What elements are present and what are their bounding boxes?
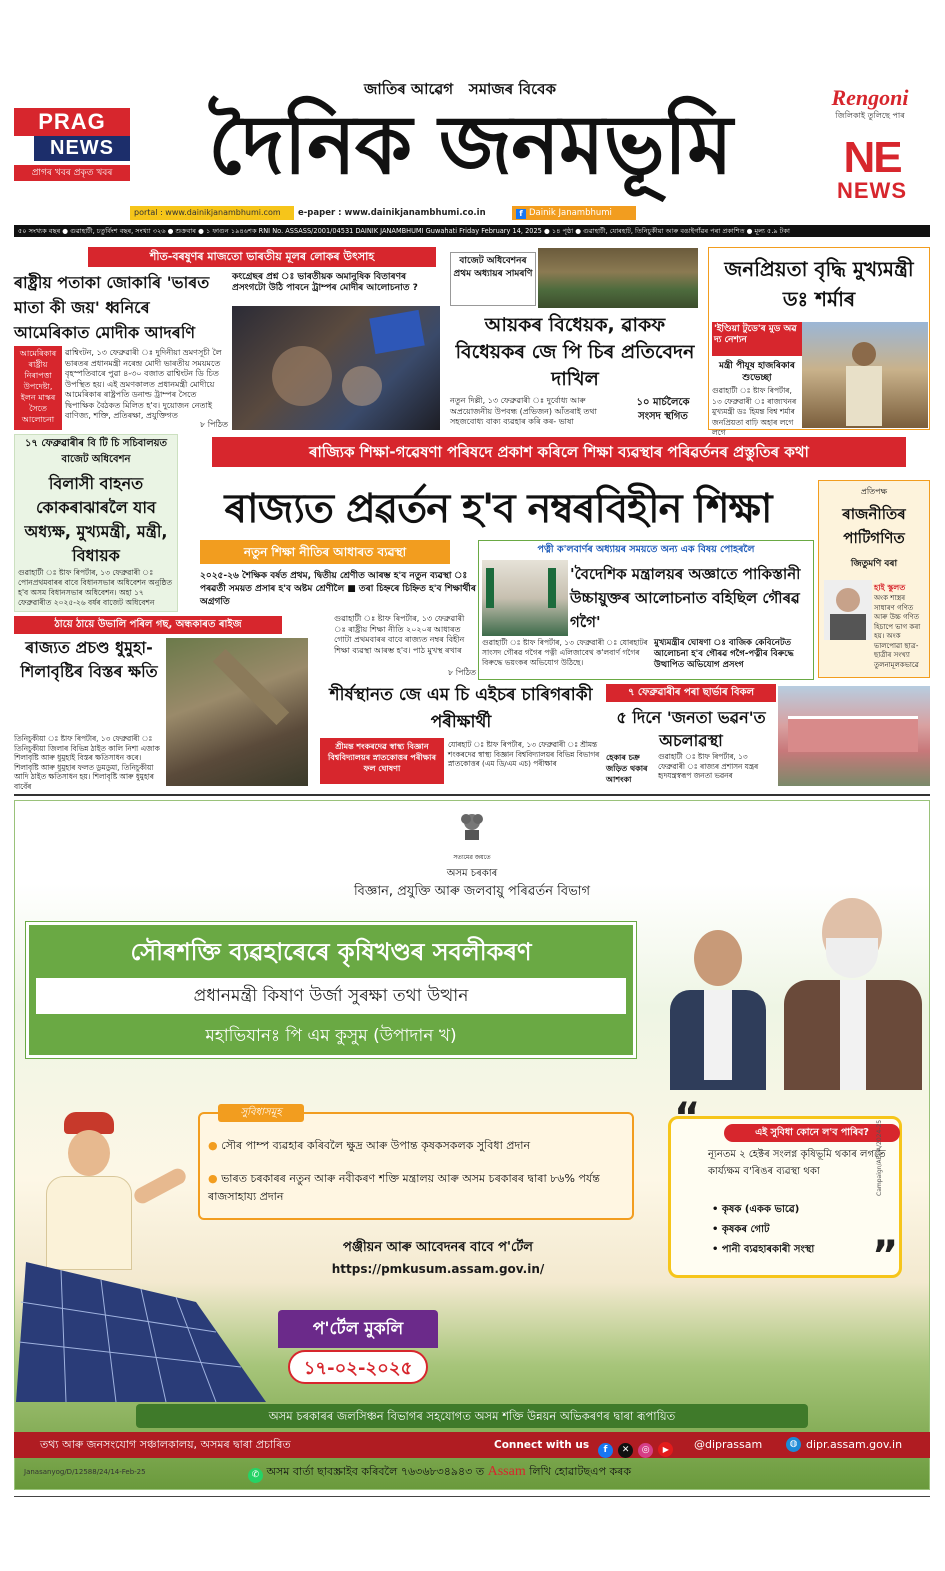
lead-body: গুৱাহাটী ঃ ষ্টাফ ৰিপৰ্টাৰ, ১৩ ফেব্ৰুৱাৰী ঃ ৰাষ্ট্ৰীয় শিক্ষা নীতি ২০২০ৰ আধাৰত গোটা প্ৰথমবাৰৰ বাবে ৰাজ্যত নম্বৰ বিহীন শিক্ষা ব্যৱস্থা আৰম্ভ হ'ব। পাঠ মুখস্থ ৰখাৰ xyxy=(334,614,465,655)
eligibility-list xyxy=(712,1200,892,1270)
rengoni-tagline: জিলিকাই তুলিছে পাৰ xyxy=(835,111,905,120)
rengoni-logo-text: Rengoni xyxy=(831,85,909,110)
story1-kicker: শীত-বৰষুণৰ মাজতো ভাৰতীয় মূলৰ লোকৰ উৎসাহ xyxy=(88,247,436,267)
news-ad-divider xyxy=(14,794,930,796)
story6-author-photo xyxy=(824,580,872,640)
lead-kicker: ৰাজ্যিক শিক্ষা-গৱেষণা পৰিষদে প্ৰকাশ কৰিলে শিক্ষা ব্যৱস্থাৰ পৰিৱৰ্তনৰ প্ৰস্তুতিৰ কথা xyxy=(212,437,906,467)
campaign-code: Campaign/AEDA/2024-25 xyxy=(876,1119,883,1196)
portal-open-label: প'ৰ্টেল মুকলি xyxy=(278,1310,438,1348)
epaper-link[interactable]: e-paper : www.dainikjanambhumi.co.in xyxy=(298,208,486,218)
prag-news-logo xyxy=(14,108,130,184)
story2-parliament-photo xyxy=(538,248,698,308)
facebook-link[interactable] xyxy=(512,206,636,220)
story2-body: নতুন দিল্লী, ১৩ ফেব্ৰুৱাৰী ঃ দুৰ্বোধ্য আৰু অপ্ৰয়োজনীয় উপবন্ধ (প্ৰভিজন) আঁতৰাই তথা সহজবোধ্য বাক্য ব্যৱহাৰ কৰি কৰ- ভাষা xyxy=(450,396,597,426)
instagram-icon[interactable]: ◎ xyxy=(638,1443,653,1458)
story3-headline[interactable]: জনপ্ৰিয়তা বৃদ্ধি মুখ্যমন্ত্ৰী ডঃ শৰ্মাৰ xyxy=(724,257,914,311)
globe-icon: ◍ xyxy=(786,1437,801,1452)
story1-sidebar: আমেৰিকাৰ ৰাষ্ট্ৰীয় নিৰাপত্তা উপদেষ্টা, ইলন মাস্কৰ সৈতে আলোচনা xyxy=(14,346,62,430)
lead-continued[interactable]: ৮ পিঠিত xyxy=(447,668,476,677)
story3-photo xyxy=(802,322,928,428)
dateline-bar: ৫০ সংখ্যক বছৰ ● গুৱাহাটী, চতুৰ্বিংশ বছৰ, সংখ্যা ৩২৬ ● শুক্ৰবাৰ ● ১ ফাগুন ১৯৪৬শক RNI No. ASSASS/2001/04531 DAINIK JANAMBHUMI Guwahati Friday February 14, 2025 ● ১৪ পৃষ্ঠা ● গুৱাহাটী, যোৰহাট, তিনিচুকীয়া আৰু বঙাইগাঁৱৰ পৰা প্ৰকাশিত ● মূল্য ৫.৯ টকা xyxy=(14,225,930,237)
story2-label: বাজেট অধিবেশনৰ প্ৰথম অধ্যায়ৰ সামৰণি xyxy=(450,252,536,306)
page-bottom-rule xyxy=(14,1496,930,1497)
eligibility-item: • পানী ব্যৱহাৰকাৰী সংস্থা xyxy=(712,1244,815,1255)
whatsapp-pre: অসম বাৰ্তা ছাবস্ক্ৰাইব কৰিবলৈ ৭৬৩৬৮৩৪৯৪৩ ত xyxy=(266,1465,485,1478)
benefit-text-2: ভাৰত চৰকাৰৰ নতুন আৰু নবীকৰণ শক্তি মন্ত্ৰালয় আৰু অসম চৰকাৰৰ দ্বাৰা ৮৬% পৰ্যন্ত ৰাজসাহায্য প্ৰদান xyxy=(208,1172,600,1203)
youtube-icon[interactable]: ▶ xyxy=(658,1442,673,1457)
implementation-banner: অসম চৰকাৰৰ জলসিঞ্চন বিভাগৰ সহযোগত অসম শক্তি উন্নয়ন অভিকৰণৰ দ্বাৰা ৰূপায়িত xyxy=(136,1404,808,1428)
ne-logo-top: NE xyxy=(843,133,901,182)
eligibility-label: এই সুবিধা কোনে ল'ব পাৰিব? xyxy=(724,1124,900,1142)
whatsapp-line xyxy=(248,1463,768,1481)
lead-intro: ২০২৫-২৬ শৈক্ষিক বৰ্ষত প্ৰথম, দ্বিতীয় শ্ৰেণীত আৰম্ভ হ'ব নতুন ব্যৱস্থা ঃ পৰৱৰ্তী সময়ত প্ৰসাৰ হ'ব অষ্টম শ্ৰেণীলৈ ■ তৰা চিহ্নৰে চিহ্নিত হ'ব শিক্ষাৰ্থীৰ অগ্ৰগতি xyxy=(200,571,476,607)
story7-photo xyxy=(166,638,308,786)
facebook-icon[interactable]: f xyxy=(598,1443,613,1458)
story6-tag: হাই স্কুলত xyxy=(874,583,906,592)
ne-news-logo xyxy=(822,133,922,206)
whatsapp-icon: ✆ xyxy=(248,1468,263,1483)
solar-panel-illustration xyxy=(16,1262,266,1402)
whatsapp-post: লিখি হোৱাটছএপ কৰক xyxy=(529,1465,632,1478)
benefits-label: সুবিধাসমূহ xyxy=(218,1104,304,1122)
story6-body: অংক শাস্ত্ৰৰ সাধাৰণ গণিত আৰু উচ্চ গণিত হিচাপে ভাগ কৰা হয়। অংক ভালপোৱা ছাত্ৰ-ছাত্ৰীৰ সংখ্যা তুলনামূলকভাৱে xyxy=(874,594,921,669)
story9-headline[interactable]: ৫ দিনে 'জনতা ভৱন'ত অচলাৱস্থা xyxy=(616,708,766,750)
masthead-tagline: জাতিৰ আৱেগ সমাজৰ বিবেক xyxy=(364,80,556,98)
eligibility-item-text: পানী ব্যৱহাৰকাৰী সংস্থা xyxy=(721,1244,815,1255)
ad-headline: সৌৰশক্তি ব্যৱহাৰেৰে কৃষিখণ্ডৰ সবলীকৰণ xyxy=(130,938,532,966)
story1-continued[interactable]: ৮ পিঠিত xyxy=(199,420,228,429)
x-icon[interactable]: ✕ xyxy=(618,1443,633,1458)
national-emblem xyxy=(450,810,494,852)
story8-headline[interactable]: শীৰ্ষস্থানত জে এম চি এইচৰ চাৰিগৰাকী পৰীক্ষাৰ্থী xyxy=(329,685,593,732)
story5-photo xyxy=(482,560,568,636)
story3-body: গুৱাহাটী ঃ ষ্টাফ ৰিপৰ্টাৰ, ১৩ ফেব্ৰুৱাৰী ঃ ৰাজ্যখনৰ মুখ্যমন্ত্ৰী ডঃ হিমন্ত বিশ্ব শৰ্মাৰ জনপ্ৰিয়তা বাঢ়ি অহাৰ লগে লগে xyxy=(712,386,797,437)
bullet-icon: ● xyxy=(208,1139,222,1152)
story5-body: গুৱাহাটী ঃ ষ্টাফ ৰিপৰ্টাৰ, ১৩ ফেব্ৰুৱাৰী ঃ যোৰহাটৰ সাংসদ গৌৰৱ গগৈৰ পত্নী এলিজাবেথ ক'লবাৰ্ণ গগৈৰ বিৰুদ্ধে ভয়ংকৰ অভিযোগ উঠিছে। xyxy=(482,638,648,667)
prag-slogan: প্ৰাগৰ খবৰ প্ৰকৃত খবৰ xyxy=(14,165,130,181)
whatsapp-keyword: Assam xyxy=(487,1464,526,1479)
ne-logo-bottom: NEWS xyxy=(837,178,907,203)
story2-side: ১০ মাৰ্চলৈকে সংসদ স্থগিত xyxy=(636,397,690,422)
story5-headline[interactable]: 'বৈদেশিক মন্ত্ৰালয়ৰ অজ্ঞাতে পাকিস্তানী উচ্চায়ুক্তৰ আলোচনাত বহিছিল গৌৰৱ গগৈ' xyxy=(570,565,801,631)
story9-photo xyxy=(778,686,930,786)
story6-label: প্ৰতিপক্ষ xyxy=(860,487,888,496)
story8-body: যোৰহাট ঃ ষ্টাফ ৰিপৰ্টাৰ, ১৩ ফেব্ৰুৱাৰী ঃ শ্ৰীমন্ত শংকৰদেৱ স্বাস্থ্য বিজ্ঞান বিশ্ববিদ্যালয়ৰ বিভিন্ন বিভাগৰ স্নাতকোত্তৰ (এম ডি/এম এচ) পৰীক্ষাৰ xyxy=(448,740,600,769)
story1-photo xyxy=(232,306,440,430)
story5-kicker: পত্নী ক'লবাৰ্ণৰ অধ্যায়ৰ সময়তে অন্য এক বিষয় পোহৰলৈ xyxy=(537,544,755,555)
story9-kicker: ৭ ফেব্ৰুৱাৰীৰ পৰা ছাৰ্ভাৰ বিকল xyxy=(606,684,776,702)
masthead-title: দৈনিক জনমভূমি xyxy=(208,97,732,193)
benefit-text-1: সৌৰ পাম্প ব্যৱহাৰ কৰিবলৈ ক্ষুদ্ৰ আৰু উপান্ত কৃষকসকলক সুবিধা প্ৰদান xyxy=(221,1139,531,1152)
benefit-item-1 xyxy=(208,1138,628,1168)
portal-url[interactable]: https://pmkusum.assam.gov.in/ xyxy=(331,1262,545,1276)
story9-body: গুৱাহাটী ঃ ষ্টাফ ৰিপৰ্টাৰ, ১৩ ফেব্ৰুৱাৰী ঃ ৰাজ্যৰ প্ৰশাসন যন্ত্ৰৰ হৃদযন্ত্ৰস্বৰূপ জনতা ভৱনৰ xyxy=(658,752,759,781)
prag-logo-bottom: NEWS xyxy=(34,136,130,161)
story2-headline[interactable]: আয়কৰ বিধেয়ক, ৱাকফ বিধেয়কৰ জে পি চিৰ প্ৰতিবেদন দাখিল xyxy=(455,314,695,390)
story1-body: ৱাশ্বিংটন, ১৩ ফেব্ৰুৱাৰী ঃ দুদিনীয়া ভ্ৰমণসূচী লৈ ভাৰতৰ প্ৰধানমন্ত্ৰী নৰেন্দ্ৰ মোদী ভাৰতীয় সময়মতে বৃহস্পতিবাৰে পুৱা ৪-৩০ বজাত ৱাশ্বিংটন ডি চিত উপস্থিত হয়। এই ভ্ৰমণকালত প্ৰধানমন্ত্ৰী মোদীয়ে আমেৰিকাৰ ৰাষ্ট্ৰপতি ডনাল্ড ট্ৰাম্পৰ সৈতে দ্বিপাক্ষিক বৈঠকত মিলিত হ'ব। দুয়োজন নেতাই বাণিজ্য, শক্তি, প্ৰতিৰক্ষা, প্ৰযুক্তিগত xyxy=(65,348,222,420)
eligibility-item: • কৃষকৰ গোট xyxy=(712,1224,770,1235)
portal-open-date: ১৭-০২-২০২৫ xyxy=(288,1350,428,1384)
benefit-item-2 xyxy=(208,1170,628,1214)
story8-tag: শ্ৰীমন্ত শংকৰদেৱ স্বাস্থ্য বিজ্ঞান বিশ্ববিদ্যালয়ৰ স্নাতকোত্তৰ পৰীক্ষাৰ ফল ঘোষণা xyxy=(320,738,444,784)
story5-side: মুখ্যমন্ত্ৰীৰ ঘোষণা ঃ বাজিক কেবিনেটত আলোচনা হ'ব গৌৰৱ গগৈ-পত্নীৰ বিৰুদ্ধে উত্থাপিত অভিযোগ প্ৰসংগ xyxy=(654,638,794,670)
story4-big[interactable]: বিলাসী বাহনত কোকৰাঝাৰলৈ যাব অধ্যক্ষ, মুখ্যমন্ত্ৰী, মন্ত্ৰী, বিধায়ক xyxy=(24,474,168,565)
open-quote-icon: “ xyxy=(674,1095,701,1141)
story7-body: তিনিচুকীয়া ঃ ষ্টাফ ৰিপৰ্টাৰ, ১৩ ফেব্ৰুৱাৰী ঃ তিনিচুকীয়া জিলাৰ বিভিন্ন ঠাইত কালি নিশা এজাক শিলাবৃষ্টি আৰু ধুমুহাই বিস্তৰ ক্ষতিসাধন কৰে। শিলাবৃষ্টি আৰু ধুমুহাৰ ফলত ডুমডুমা, তিনিচুকীয়া আদি ঠাইত ক্ষতিসাধন হয়। শিলাবৃষ্টি আৰু ধুমুহাৰ বাবেঁৰ xyxy=(14,734,160,791)
eligibility-item-text: কৃষকৰ গোট xyxy=(721,1224,770,1235)
facebook-icon: f xyxy=(516,209,526,219)
story4-head[interactable]: ১৭ ফেব্ৰুৱাৰীৰ বি টি চি সচিবালয়ত বাজেট অধিবেশন xyxy=(24,438,168,465)
lead-headline[interactable]: ৰাজ্যত প্ৰৱৰ্তন হ'ব নম্বৰবিহীন শিক্ষা xyxy=(224,485,772,532)
social-icons xyxy=(598,1437,690,1453)
ad-dept: বিজ্ঞান, প্ৰযুক্তি আৰু জলবায়ু পৰিৱৰ্তন বিভাগ xyxy=(353,884,591,899)
story6-headline[interactable]: ৰাজনীতিৰ পাটিগণিত xyxy=(842,505,906,547)
story9-side: হেকাৰ চক্ৰ জড়িত থকাৰ আশংকা xyxy=(606,753,648,784)
lead-sub: নতুন শিক্ষা নীতিৰ আধাৰত ব্যৱস্থা xyxy=(200,540,450,564)
pm-portrait xyxy=(778,890,928,1090)
portal-label: পঞ্জীয়ন আৰু আবেদনৰ বাবে প'ৰ্টেল xyxy=(343,1240,533,1255)
facebook-handle: Dainik Janambhumi xyxy=(529,208,612,218)
eligibility-text: ন্যূনতম ২ হেক্টৰ সংলগ্ন কৃষিভূমি থকাৰ লগতে কাৰ্য্যক্ষম ব'ৰিঙৰ ব্যৱস্থা থকা xyxy=(708,1149,886,1177)
issued-by: তথ্য আৰু জনসংযোগ সঞ্চালকালয়, অসমৰ দ্বাৰা প্ৰচাৰিত xyxy=(40,1438,291,1451)
social-handle[interactable]: @diprassam xyxy=(694,1438,763,1451)
story1-photo-caption: কংগ্ৰেছৰ প্ৰশ্ন ঃ ভাৰতীয়ক অমানুষিক বিতাৰণৰ প্ৰসংগটো উঠি পাবনে ট্ৰাম্পৰ মোদীৰ আলোচনাত ? xyxy=(232,272,418,293)
portal-link[interactable]: portal : www.dainikjanambhumi.com xyxy=(130,206,294,220)
dipr-site[interactable]: dipr.assam.gov.in xyxy=(806,1438,903,1451)
connect-label: Connect with us xyxy=(494,1439,590,1451)
ad-reference: Janasanyog/D/12588/24/14-Feb-25 xyxy=(24,1468,146,1476)
close-quote-icon: ” xyxy=(872,1233,899,1279)
cm-portrait xyxy=(660,920,776,1090)
story6-author: জিতুমণি বৰা xyxy=(850,559,898,569)
eligibility-item-text: কৃষক (একক ভাৱে) xyxy=(721,1204,800,1215)
eligibility-item: • কৃষক (একক ভাৱে) xyxy=(712,1204,800,1215)
farmer-illustration xyxy=(16,1110,196,1270)
story3-sub: মন্ত্ৰী পীযূষ হাজৰিকাৰ শুভেচ্ছা xyxy=(719,361,795,383)
portal-open-banner xyxy=(278,1310,438,1386)
rengoni-logo xyxy=(810,86,930,126)
ad-scheme-line1: প্ৰধানমন্ত্ৰী কিষাণ উৰ্জা সুৰক্ষা তথা উত্থান xyxy=(36,978,626,1014)
story7-headline[interactable]: ৰাজ্যত প্ৰচণ্ড ধুমুহা-শিলাবৃষ্টিৰ বিস্তৰ ক্ষতি xyxy=(20,638,158,681)
emblem-motto: সত্যমেৱ জয়তে xyxy=(453,854,491,861)
prag-logo-top: PRAG xyxy=(14,108,130,136)
ad-gov: অসম চৰকাৰ xyxy=(446,868,498,879)
story7-kicker: ঠায়ে ঠায়ে উভালি পৰিল গছ, অন্ধকাৰত ৰাইজ xyxy=(14,616,282,634)
story3-tag: 'ইণ্ডিয়া টুডে'ৰ মুড অৱ দ্য নেশ্যন xyxy=(712,322,802,356)
ad-scheme-line2: মহাভিযানঃ পি এম কুসুম (উপাদান খ) xyxy=(205,1026,457,1046)
bullet-icon: ● xyxy=(208,1172,222,1185)
story1-headline[interactable]: ৰাষ্ট্ৰীয় পতাকা জোকাৰি 'ভাৰত মাতা কী জয়' ধ্বনিৰে আমেৰিকাত মোদীক আদৰণি xyxy=(14,273,210,342)
story4-body: গুৱাহাটী ঃ ষ্টাফ ৰিপৰ্টাৰ, ১৩ ফেব্ৰুৱাৰী ঃ পোনপ্ৰথমবাৰৰ বাবে বিধানসভাৰ অধিবেশন অনুষ্ঠিত হ'ব অসম বিধানসভাৰ অধিবেশন। অহা ১৭ ফেব্ৰুৱাৰীত ২০২৫-২৬ বৰ্ষৰ বাজেট অধিবেশন xyxy=(18,568,172,607)
